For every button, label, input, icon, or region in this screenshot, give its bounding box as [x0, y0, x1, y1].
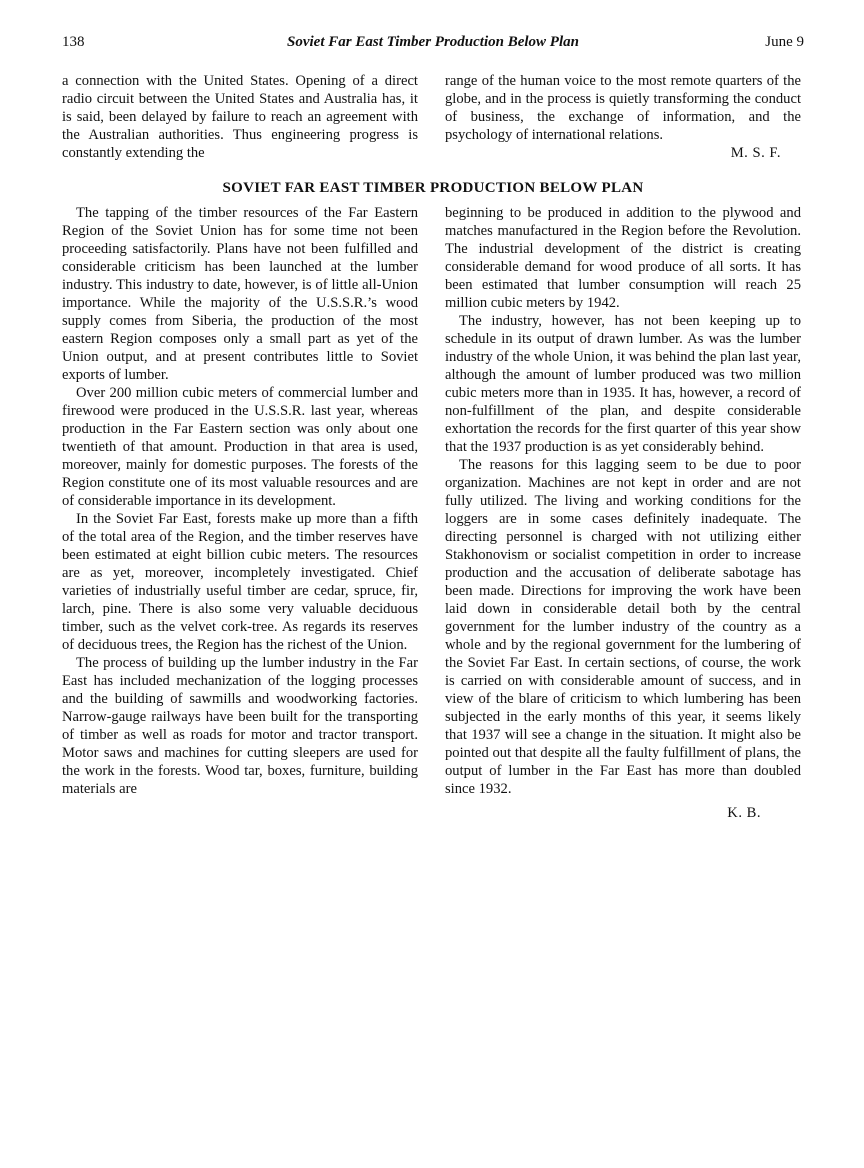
article-paragraph: In the Soviet Far East, forests make up more than a fifth of the total area of the Region, and the timber reserves have been estimated at eight billion cubic meters. The resources are as yet, moreover, incompletely investigated. Chief varieties of industrially useful timber are cedar, spruce, fir, larch, pine. There is also some very valuable deciduous timber, such as the velvet cork-tree. As regards its reserves of deciduous trees, the Region has the richest of the Union. — [62, 511, 418, 653]
previous-article-paragraph: a connection with the United States. Opening of a direct radio circuit between the United States and Australia has, it is said, been delayed by failure to reach an agreement with the Australian authorities. Thus engineering progress is constantly extending the — [62, 73, 418, 161]
article-signature: K. B. — [727, 805, 761, 821]
page-number: 138 — [62, 34, 85, 50]
article-paragraph: The tapping of the timber resources of the Far Eastern Region of the Soviet Union has for some time not been proceeding satisfactorily. Plans have not been fulfilled and considerable criticism has been launched at the lumber industry. This industry to date, however, is of little all-Union importance. While the majority of the U.S.S.R.’s wood supply comes from Siberia, the production of the most eastern Region composes only a small part as yet of the Union output, and at present contributes little to Soviet exports of lumber. — [62, 205, 418, 383]
article-paragraph: The process of building up the lumber industry in the Far East has included mechanization of the logging processes and the building of sawmills and woodworking factories. Narrow-gauge railways have been built for the transporting of timber as well as roads for motor and tractor transport. Motor saws and machines for cutting sleepers are used for the work in the forests. Wood tar, boxes, furniture, building materials are — [62, 655, 418, 797]
issue-date: June 9 — [765, 34, 804, 50]
previous-article-signature: M. S. F. — [730, 145, 781, 161]
article-paragraph-continued: beginning to be produced in addition to the plywood and matches manufactured in the Region before the Revolution. The industrial development of the district is creating considerable demand for wood produce of all sorts. It has been estimated that lumber consumption will reach 25 million cubic meters by 1942. — [445, 205, 801, 311]
article-paragraph: The reasons for this lagging seem to be due to poor organization. Machines are not kept in order and are not fully utilized. The living and working conditions for the loggers are in some cases definitely inadequate. The directing personnel is charged with not utilizing either Stakhonovism or socialist competition in order to increase production and the accusation of deliberate sabotage has been made. Directions for improving the work have been laid down in considerable detail both by the central government for the lumber industry of the country as a whole and by the regional government for the lumbering of the Soviet Far East. In certain sections, of course, the work is carried on with considerable amount of success, and in view of the blare of criticism to which lumbering has been subjected in the early months of this year, it seems likely that 1937 will see a change in the situation. It might also be pointed out that despite all the faulty fulfillment of plans, the output of lumber in the Far East has more than doubled since 1932. — [445, 457, 801, 797]
previous-article-left-column — [62, 72, 418, 162]
previous-article-right-column — [445, 72, 801, 162]
article-paragraph: The industry, however, has not been keeping up to schedule in its output of drawn lumber. As was the lumber industry of the whole Union, it was behind the plan last year, although the amount of lumber produced was two million cubic meters more than in 1935. It has, however, a record of non-fulfillment of the plan, and despite considerable exhortation the records for the first quarter of this year show that the 1937 production is as yet considerably behind. — [445, 313, 801, 455]
article-paragraph: Over 200 million cubic meters of commercial lumber and firewood were produced in the U.S.S.R. last year, whereas production in the Far Eastern section was only about one twentieth of that amount. Production in that area is used, moreover, mainly for domestic purposes. The forests of the Region constitute one of its most valuable resources and are of considerable importance in its development. — [62, 385, 418, 509]
article-title: SOVIET FAR EAST TIMBER PRODUCTION BELOW PLAN — [222, 180, 644, 196]
running-header — [62, 34, 804, 56]
running-title: Soviet Far East Timber Production Below Plan — [287, 34, 579, 50]
article-right-column — [445, 204, 801, 822]
article-left-column — [62, 204, 418, 798]
previous-article-paragraph-end: range of the human voice to the most remote quarters of the globe, and in the process is quietly transforming the conduct of business, the exchange of information, and the psychology of international relations. — [445, 73, 801, 143]
